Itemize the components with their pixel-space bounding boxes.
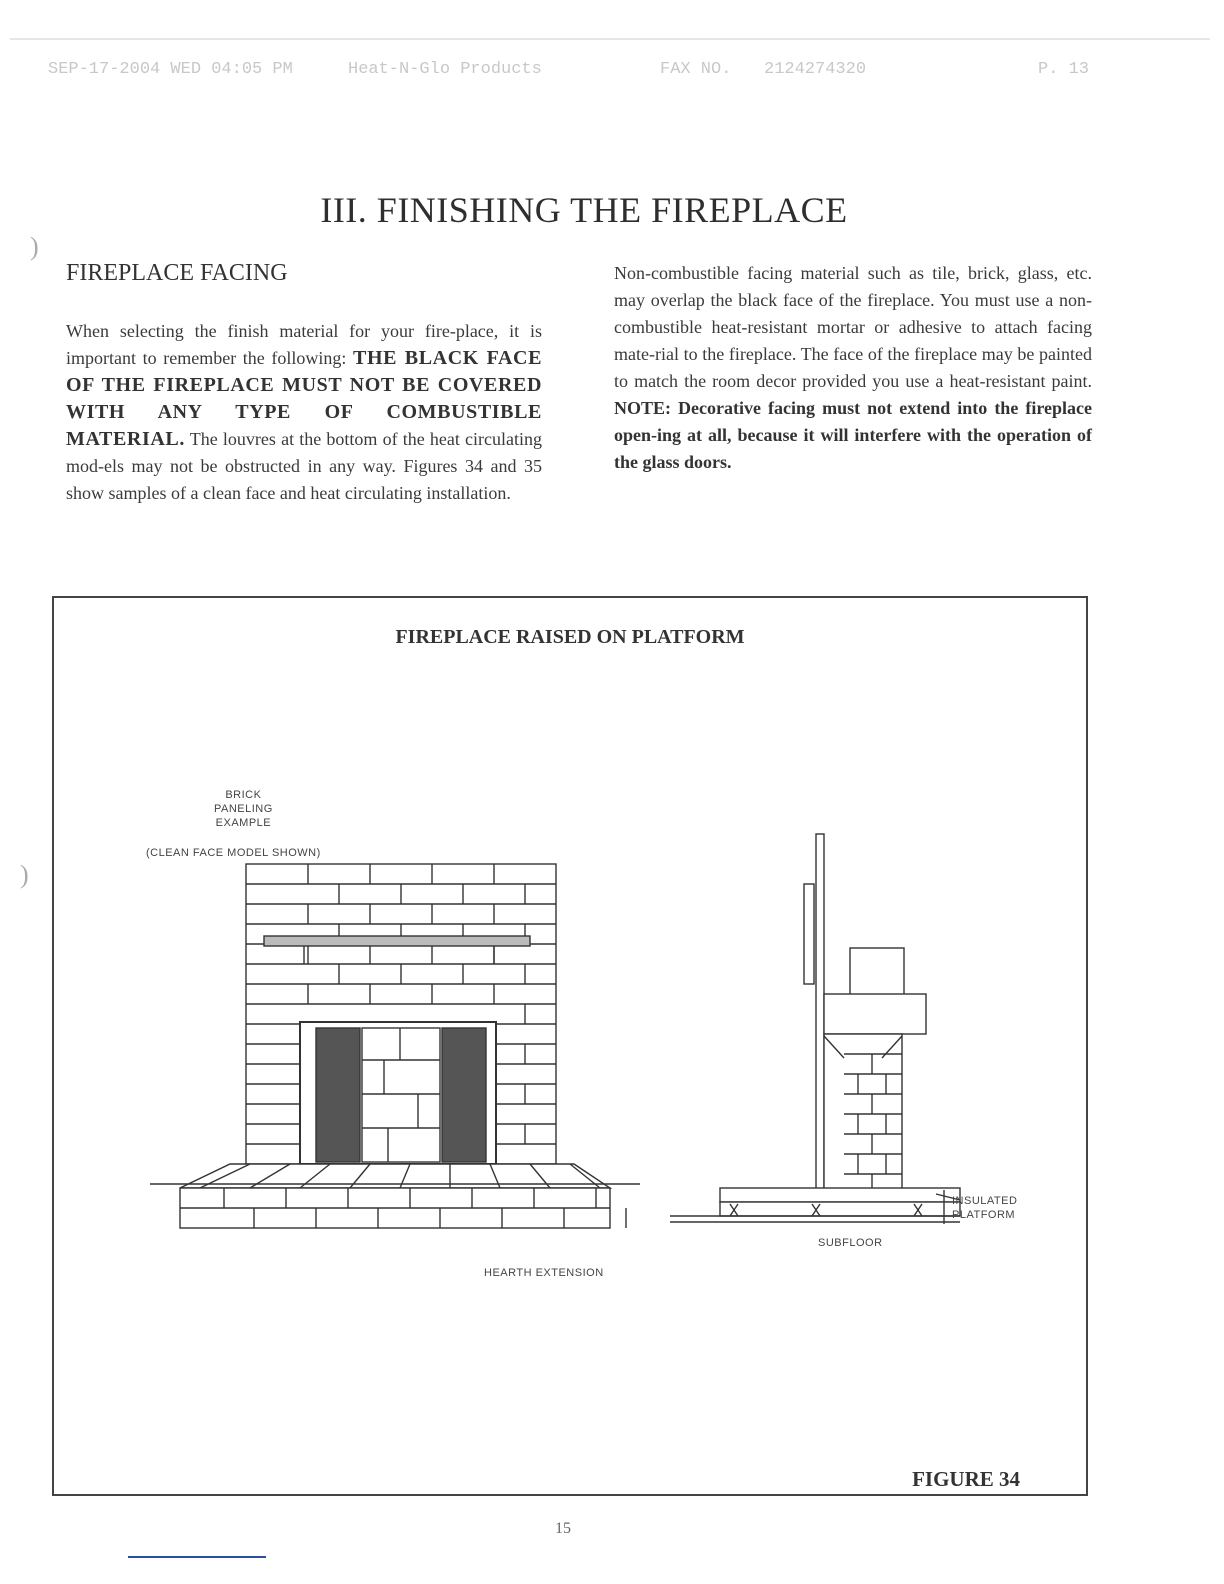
- fax-number: 2124274320: [764, 60, 867, 79]
- brick-label-line3: EXAMPLE: [215, 817, 272, 829]
- right-body-text: Non-combustible facing material such as tile, brick, glass, etc. may overlap the black face of the fireplace. You must use a non-combustible heat-resistant mortar or adhesive to attach facing mate-rial to the fireplace. The face of the fireplace may be painted to match the room decor provided you use a heat-resistant paint.: [614, 263, 1092, 391]
- margin-mark: ): [20, 860, 29, 889]
- brick-paneling-label: [214, 788, 273, 830]
- margin-mark: ): [30, 232, 39, 261]
- fax-company: Heat-N-Glo Products: [348, 60, 542, 79]
- left-body-text: The louvres at the bottom of the heat circulating mod-els may not be obstructed in any way. Figures 34 and 35 show samples of a clean face and heat circulating installation.: [66, 429, 542, 503]
- clean-face-label: (CLEAN FACE MODEL SHOWN): [146, 847, 321, 859]
- page-title: III. FINISHING THE FIREPLACE: [320, 190, 848, 231]
- bottom-rule: [128, 1556, 266, 1558]
- figure-title: FIREPLACE RAISED ON PLATFORM: [395, 626, 745, 648]
- left-column: [66, 318, 542, 507]
- insulated-label-line2: PLATFORM: [952, 1209, 1016, 1221]
- fax-date: SEP-17-2004 WED 04:05 PM: [48, 60, 293, 79]
- brick-label-line1: BRICK: [225, 789, 262, 801]
- subfloor-label: SUBFLOOR: [818, 1237, 883, 1249]
- side-view-drawing: [670, 834, 960, 1224]
- intro-text: When selecting the finish material for your fire-place, it is important to remember the following:: [66, 321, 542, 368]
- warning-text: THE BLACK FACE OF THE FIREPLACE MUST NOT BE COVERED WITH ANY TYPE OF COMBUSTIBLE MATERIAL.: [66, 347, 543, 450]
- page-number: 15: [555, 1520, 571, 1537]
- insulated-platform-label: [952, 1194, 1017, 1222]
- right-column: [614, 260, 1092, 476]
- fax-header: [48, 56, 1108, 86]
- section-heading: FIREPLACE FACING: [66, 260, 288, 286]
- note-text: NOTE: Decorative facing must not extend into the fireplace open-ing at all, because it will interfere with the operation of the glass doors.: [614, 398, 1092, 472]
- fax-page-marker: P. 13: [1038, 60, 1090, 79]
- hearth-extension-label: HEARTH EXTENSION: [484, 1267, 604, 1279]
- fax-number-label: FAX NO.: [660, 60, 732, 79]
- figure-34: [52, 596, 1088, 1496]
- brick-label-line2: PANELING: [214, 803, 273, 815]
- figure-caption: FIGURE 34: [912, 1467, 1020, 1491]
- fireplace-drawing: [54, 598, 1086, 1494]
- insulated-label-line1: INSULATED: [952, 1195, 1018, 1207]
- brick-wall-front-view: [150, 864, 640, 1228]
- fax-rule: [10, 38, 1210, 40]
